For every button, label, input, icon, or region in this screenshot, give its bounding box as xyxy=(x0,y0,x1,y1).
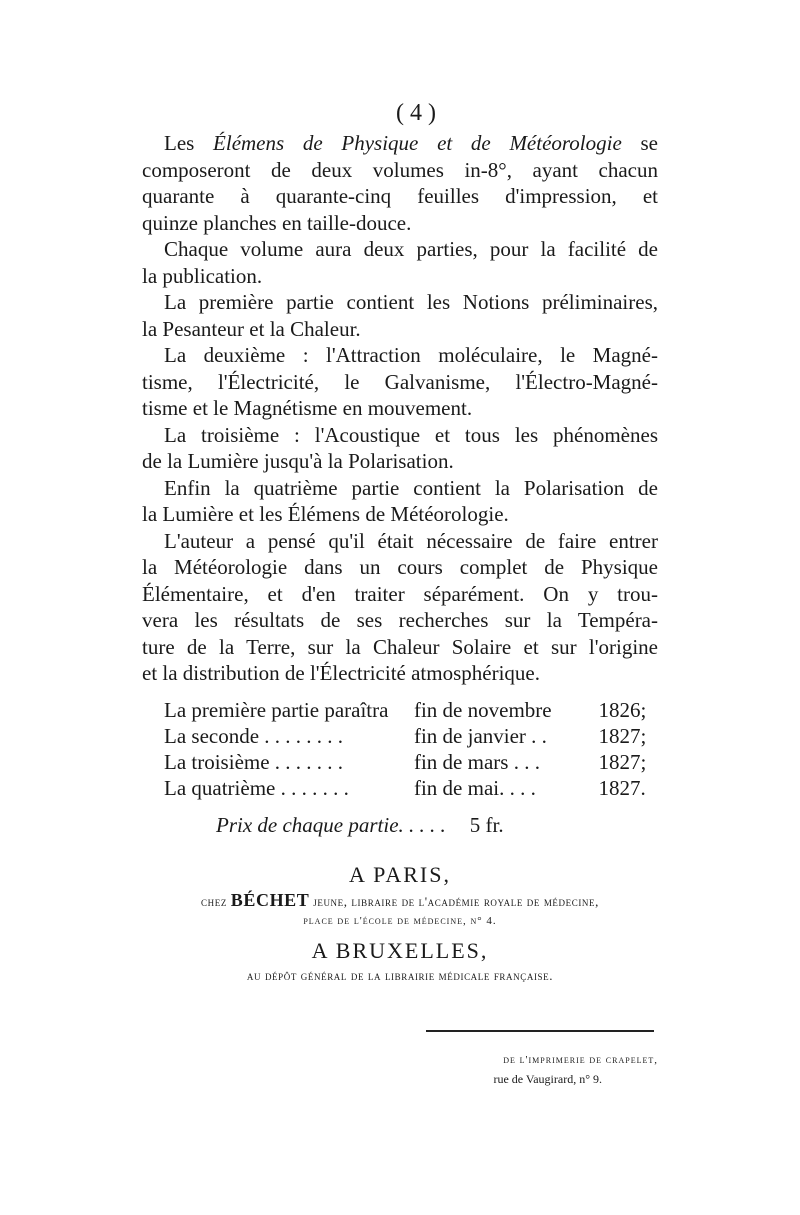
text-line: quarante à quarante-cinq feuilles d'impression, et xyxy=(142,184,658,208)
text-run: se xyxy=(621,131,658,155)
text-line: de la Lumière jusqu'à la Polarisation. xyxy=(142,449,454,473)
publisher-line xyxy=(142,890,658,912)
printer-address: rue de Vaugirard, n° 9. xyxy=(493,1071,602,1086)
schedule-year: 1826; xyxy=(598,697,647,722)
publisher-address: place de l'école de médecine, n° 4. xyxy=(303,914,497,927)
text-line: la Pesanteur et la Chaleur. xyxy=(142,316,361,341)
paragraph-part-three xyxy=(142,422,658,475)
paragraph-intro xyxy=(142,130,658,236)
schedule-date: fin de novembre xyxy=(413,697,552,722)
schedule-row xyxy=(164,775,658,801)
schedule-part: La seconde . . . . . . . . xyxy=(164,723,344,748)
schedule-part: La troisième . . . . . . . xyxy=(164,749,344,774)
text-line: quinze planches en taille-douce. xyxy=(142,210,412,235)
text-line: Chaque volume aura deux parties, pour la facilité de xyxy=(164,237,658,261)
page-content xyxy=(142,96,658,1088)
text-line: La première partie contient les Notions préliminaires, xyxy=(164,290,658,314)
page-number: ( 4 ) xyxy=(396,100,436,126)
schedule-year: 1827. xyxy=(598,775,646,800)
price-line xyxy=(216,813,658,838)
imprint-bruxelles xyxy=(142,936,658,986)
distributor-line: au dépôt général de la librairie médicale française. xyxy=(246,967,554,983)
text-line: composeront de deux volumes in-8°, ayant chacun xyxy=(142,157,658,182)
paragraph-part-two xyxy=(142,342,658,422)
schedule-year: 1827; xyxy=(598,749,647,774)
paragraph-author xyxy=(142,528,658,687)
text-run: Les xyxy=(164,131,214,155)
printer-name: de l'imprimerie de crapelet, xyxy=(503,1053,658,1066)
schedule-part: La première partie paraîtra xyxy=(164,697,389,722)
text-line: La troisième : l'Acoustique et tous les phénomènes xyxy=(164,422,658,447)
text-line: tisme et le Magnétisme en mouvement. xyxy=(142,396,473,420)
text-line: Enfin la quatrième partie contient la Polarisation de xyxy=(164,475,658,500)
schedule-part: La quatrième . . . . . . . xyxy=(164,775,349,800)
printer-block xyxy=(426,1030,654,1032)
divider-rule xyxy=(426,1030,654,1032)
price-label: Prix de chaque partie. . . . . xyxy=(216,812,446,837)
paragraph-part-one xyxy=(142,289,658,342)
city-bruxelles: A BRUXELLES, xyxy=(311,937,489,963)
text-line: la publication. xyxy=(142,263,263,288)
text-line: La deuxième : l'Attraction moléculaire, le Magné- xyxy=(164,343,658,367)
price-value: 5 fr. xyxy=(469,812,504,837)
text-line: tisme, l'Électricité, le Galvanisme, l'Électro-Magné- xyxy=(142,369,658,394)
schedule-date: fin de mai. . . . xyxy=(413,775,536,800)
text-run: jeune, libraire de l'académie royale de médecine, xyxy=(309,893,599,909)
text-line: la Météorologie dans un cours complet de Physique xyxy=(142,555,658,579)
paragraph-part-four xyxy=(142,475,658,528)
schedule-row xyxy=(164,749,658,775)
imprint-paris xyxy=(142,860,658,930)
text-line: ture de la Terre, sur la Chaleur Solaire et sur l'origine xyxy=(142,634,658,659)
text-line xyxy=(142,130,658,157)
book-title: Élémens de Physique et de Météorologie xyxy=(213,131,622,155)
text-run: chez xyxy=(201,893,231,909)
schedule-date: fin de mars . . . xyxy=(413,749,540,774)
text-line: Élémentaire, et d'en traiter séparément. On y trou- xyxy=(142,581,658,606)
text-line: L'auteur a pensé qu'il était nécessaire de faire entrer xyxy=(164,528,658,553)
schedule-row xyxy=(164,723,658,749)
city-paris: A PARIS, xyxy=(348,861,451,887)
paragraph-volumes xyxy=(142,236,658,289)
publisher-name: BÉCHET xyxy=(230,889,310,910)
publication-schedule xyxy=(164,697,658,801)
schedule-row xyxy=(164,697,658,723)
text-line: et la distribution de l'Électricité atmosphérique. xyxy=(142,661,540,685)
text-line: la Lumière et les Élémens de Météorologie. xyxy=(142,502,509,526)
text-line: vera les résultats de ses recherches sur la Tempéra- xyxy=(142,608,658,632)
schedule-date: fin de janvier . . xyxy=(413,723,547,748)
schedule-year: 1827; xyxy=(598,723,647,748)
